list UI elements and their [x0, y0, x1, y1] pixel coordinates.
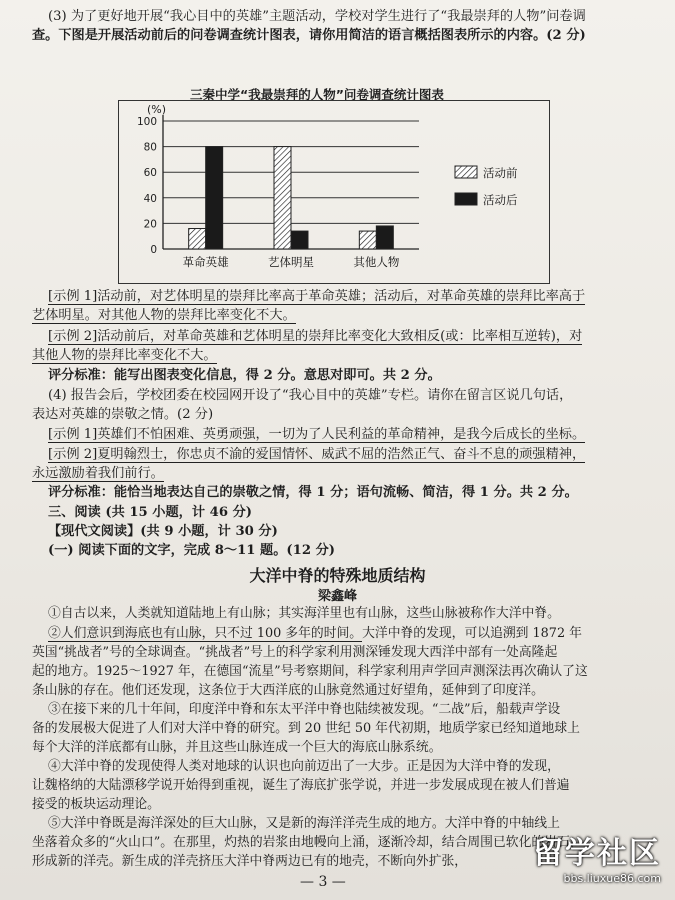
answer-example-1-line-1: [示例 1]活动前，对艺体明星的崇拜比率高于革命英雄；活动后，对革命英雄的崇拜比率高于	[48, 289, 586, 304]
article-paragraph-line: ②人们意识到海底也有山脉，只不过 100 多年的时间。大洋中脊的发现，可以追溯到 1872 年	[48, 626, 582, 641]
bar-chart	[119, 101, 549, 283]
article-paragraph-line: ③在接下来的几十年间，印度洋中脊和东太平洋中脊也陆续被发现。“二战”后，船载声学设	[48, 702, 561, 717]
x-tick-label: 革命英雄	[182, 255, 229, 269]
article-author: 梁鑫峰	[317, 589, 357, 604]
y-tick-label: 80	[143, 141, 157, 154]
bar-before	[274, 147, 291, 249]
x-tick-label: 其他人物	[353, 255, 400, 269]
y-axis-unit-label: (%)	[147, 103, 167, 116]
y-tick-label: 60	[143, 167, 157, 180]
answer-example-1-line-2: 艺体明星。对其他人物的崇拜比率变化不大。	[32, 308, 296, 323]
question-3-line-1: (3) 为了更好地开展“我心目中的英雄”主题活动，学校对学生进行了“我最崇拜的人物”问卷调	[48, 9, 586, 24]
article-paragraph-line: ④大洋中脊的发现使得人类对地球的认识也向前迈出了一大步。正是因为大洋中脊的发现，	[48, 759, 560, 774]
q4-example-1: [示例 1]英雄们不怕困难、英勇顽强，一切为了人民利益的革命精神，是我今后成长的坐标。	[48, 427, 586, 442]
section-heading-part-1: (一) 阅读下面的文字，完成 8～11 题。(12 分)	[48, 543, 336, 558]
chart-title: 三秦中学“我最崇拜的人物”问卷调查统计图表	[190, 87, 444, 102]
article-paragraph-line: 形成新的洋壳。新生成的洋壳挤压大洋中脊两边已有的地壳，不断向外扩张，	[32, 854, 468, 869]
legend-label: 活动后	[483, 193, 518, 207]
article-paragraph-line: 让魏格纳的大陆漂移学说开始得到重视，诞生了海底扩张学说，并进一步发展成现在被人们普遍	[32, 778, 570, 793]
section-heading-modern: 【现代文阅读】(共 9 小题，计 30 分)	[48, 524, 278, 539]
section-heading-reading: 三、阅读 (共 15 小题，计 46 分)	[48, 505, 253, 520]
legend-swatch	[455, 166, 477, 178]
article-title: 大洋中脊的特殊地质结构	[249, 566, 426, 585]
question-4-line-2: 表达对英雄的崇敬之情。(2 分)	[32, 407, 214, 422]
chart-frame	[118, 100, 550, 284]
question-3-line-2: 查。下图是开展活动前后的问卷调查统计图表，请你用简洁的语言概括图表所示的内容。(2 分)	[32, 28, 586, 43]
bar-after	[376, 226, 393, 249]
article-paragraph-line: 备的发展极大促进了人们对大洋中脊的研究。到 20 世纪 50 年代初期，地质学家已经知道地球上	[32, 721, 580, 736]
watermark-logo: 留学社区	[533, 836, 661, 871]
legend-label: 活动前	[483, 166, 518, 180]
article-paragraph-line: 每个大洋的洋底都有山脉，并且这些山脉连成一个巨大的海底山脉系统。	[32, 740, 442, 755]
article-paragraph-line: 接受的板块运动理论。	[32, 797, 160, 812]
article-paragraph-line: 英国“挑战者”号的全球调查。“挑战者”号上的科学家利用测深锤发现大西洋中部有一处高隆起	[32, 645, 558, 660]
y-tick-label: 100	[136, 116, 157, 128]
q4-example-2-line-2: 永远激励着我们前行。	[32, 466, 164, 481]
scoring-standard-3: 评分标准：能写出图表变化信息，得 2 分。意思对即可。共 2 分。	[48, 368, 441, 383]
legend-swatch	[455, 193, 477, 205]
y-tick-label: 20	[143, 218, 157, 231]
answer-example-2-line-1: [示例 2]活动前后，对革命英雄和艺体明星的崇拜比率变化大致相反(或：比率相互逆转)，对	[48, 329, 583, 344]
x-tick-label: 艺体明星	[268, 255, 314, 269]
bar-before	[359, 231, 376, 249]
bar-after	[206, 147, 223, 249]
q4-example-2-line-1: [示例 2]夏明翰烈士，你忠贞不渝的爱国情怀、威武不屈的浩然正气、奋斗不息的顽强精神，	[48, 447, 586, 462]
answer-example-2-line-2: 其他人物的崇拜比率变化不大。	[32, 348, 217, 363]
article-paragraph-line: ⑤大洋中脊既是海洋深处的巨大山脉，又是新的海洋洋壳生成的地方。大洋中脊的中轴线上	[48, 816, 560, 831]
question-4-line-1: (4) 报告会后，学校团委在校园网开设了“我心目中的英雄”专栏。请你在留言区说几句话，	[48, 388, 573, 403]
article-paragraph-line: 条山脉的存在。他们还发现，这条位于大西洋底的山脉竟然通过好望角，延伸到了印度洋。	[32, 683, 544, 698]
article-paragraph-line: 坐落着众多的“火山口”。在那里，灼热的岩浆由地幔向上涌，逐渐冷却，结合周围已软化的岩石，	[32, 835, 583, 850]
watermark-url: bbs.liuxue86.com	[563, 872, 661, 885]
watermark	[533, 828, 661, 885]
bar-after	[291, 231, 308, 249]
article-paragraph-line: ①自古以来，人类就知道陆地上有山脉；其实海洋里也有山脉，这些山脉被称作大洋中脊。	[48, 606, 560, 621]
article-paragraph-line: 起的地方。1925～1927 年，在德国“流星”号考察期间，科学家利用声学回声测深法再次确认了这	[32, 664, 588, 679]
scoring-standard-4: 评分标准：能恰当地表达自己的崇敬之情，得 1 分；语句流畅、简洁，得 1 分。共 2 分。	[48, 485, 578, 500]
page-number: — 3 —	[300, 874, 346, 890]
bar-before	[189, 229, 206, 249]
y-tick-label: 40	[143, 192, 157, 205]
y-tick-label: 0	[150, 244, 157, 256]
